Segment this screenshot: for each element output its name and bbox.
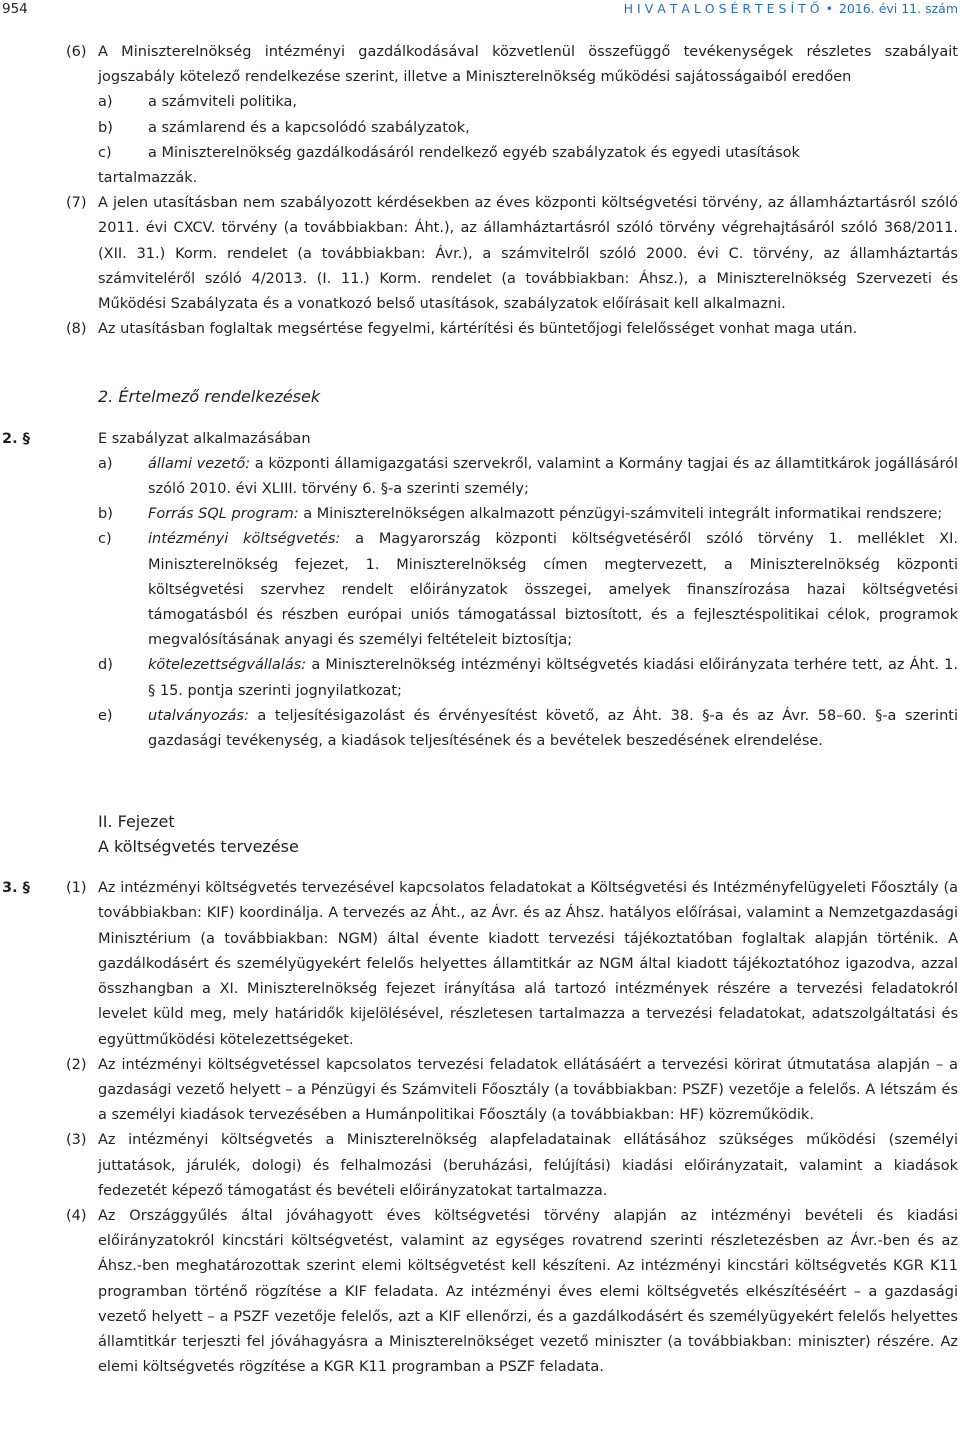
definition-text: a központi államigazgatási szervekről, valamint a Kormány tagjai és az államtitkárok jogállásáról szóló 2010. évi XLIII. törvény 6. §-a szerinti személy; — [148, 455, 958, 498]
list-label: c) — [98, 144, 112, 161]
list-item — [0, 141, 960, 166]
definition-item — [0, 502, 960, 527]
definition-item — [0, 452, 960, 502]
definition-term: intézményi költségvetés: — [148, 531, 341, 548]
paragraph-3-4 — [0, 1204, 960, 1380]
chapter-heading — [0, 809, 960, 859]
list-label: d) — [98, 657, 113, 674]
paragraph-text: Az intézményi költségvetés tervezésével kapcsolatos feladatokat a Költségvetési és Intézményfelügyeleti Főosztály (a továbbiakban: KIF) koordinálja. A tervezés az Áht., az Ávr. és az Áhsz. hatályos előírásai, valamint a Nemzetgazdasági Minisztérium (a továbbiakban: NGM) által évente kiadott tervezési tájékoztatóban foglaltak alapján történik. A gazdálkodásért és személyügyekért felelős helyettes államtitkár az NGM által kiadott tájékoztatóhoz igazodva, azzal összhangban a XI. Miniszterelnökség fejezet irányítása alá tartozó intézmények részére a tervezési feladatokról levelet küld meg, mely határidők kijelölésével, részletesen tartalmazza a tervezési feladatokat, adatszolgáltatási és együttműködési kötelezettségeket. — [98, 880, 958, 1048]
journal-heading — [624, 1, 958, 16]
page-header — [0, 0, 960, 26]
list-text: a számviteli politika, — [148, 94, 298, 111]
paragraph-number: (4) — [66, 1207, 87, 1224]
definition-term: utalványozás: — [148, 707, 249, 724]
paragraph-number: (2) — [66, 1056, 87, 1073]
list-label: c) — [98, 531, 112, 548]
paragraph-text: A Miniszterelnökség intézményi gazdálkodásával közvetlenül összefüggő tevékenységek részletes szabályait jogszabály kötelező rendelkezése szerint, illetve a Miniszterelnökség működési sajátosságaiból eredően — [98, 44, 958, 86]
paragraph-3-2 — [0, 1053, 960, 1129]
definition-item — [0, 527, 960, 653]
section-3 — [0, 876, 960, 1380]
separator-bullet: • — [825, 1, 833, 16]
section-2 — [0, 427, 960, 452]
document-body — [0, 40, 960, 1380]
list-label: a) — [98, 455, 113, 472]
journal-title: H I V A T A L O S É R T E S Í T Ő — [623, 1, 820, 16]
definition-term: kötelezettségvállalás: — [148, 657, 307, 674]
section-number: 3. § — [2, 880, 30, 897]
section-title: 2. Értelmező rendelkezések — [98, 387, 321, 407]
definition-text: a Magyarország központi költségvetéséről szóló törvény 1. melléklet XI. Miniszterelnökség fejezet, 1. Miniszterelnökség címen megtervezett, a Miniszterelnökség központi költségvetési szervhez rendelt előirányzatok összegei, amelyek finanszírozása hazai költségvetési támogatásból és részben európai uniós támogatással biztosított, és a fejlesztéspolitikai célok, programok megvalósításának anyagi és személyi feltételeit biztosítja; — [148, 531, 958, 649]
paragraph-number: (8) — [66, 321, 87, 338]
paragraph-3-1 — [0, 876, 960, 1052]
issue-label: 2016. évi 11. szám — [838, 1, 958, 16]
paragraph-6 — [0, 40, 960, 90]
paragraph-text: Az utasításban foglaltak megsértése fegyelmi, kártérítési és büntetőjogi felelősséget vonhat maga után. — [98, 321, 858, 338]
definition-item — [0, 704, 960, 754]
paragraph-number: (7) — [66, 195, 87, 212]
definition-text: a Miniszterelnökségen alkalmazott pénzügyi-számviteli integrált informatikai rendszere; — [298, 506, 943, 523]
list-label: b) — [98, 506, 113, 523]
section-number: 2. § — [2, 430, 30, 447]
definition-item — [0, 653, 960, 703]
definition-text: a Miniszterelnökség intézményi költségvetés kiadási előirányzata terhére tett, az Áht. 1. § 15. pontja szerinti jognyilatkozat; — [148, 657, 958, 699]
section-intro: E szabályzat alkalmazásában — [98, 430, 311, 447]
paragraph-text: Az Országgyűlés által jóváhagyott éves költségvetési törvény alapján az intézményi bevételi és kiadási előirányzatokról kincstári költségvetést, valamint az egységes rovatrend szerinti részletezésben az Ávr.-ben és az Áhsz.-ben meghatározottak szerint elemi költségvetést kell készíteni. Az intézményi kincstári költségvetés KGR K11 programban történő rögzítése a KIF feladata. Az intézményi éves elemi költségvetés elkészítéséért – a gazdasági vezető helyett – a PSZF vezetője felelős, azt a KIF ellenőrzi, és a gazdálkodásért és személyügyekért felelős helyettes államtitkár terjeszti fel jóváhagyásra a Miniszterelnökséget vezető miniszter (a továbbiakban: miniszter) részére. Az elemi költségvetés rögzítése a KGR K11 programban a PSZF feladata. — [98, 1207, 958, 1376]
list-item — [0, 90, 960, 115]
chapter-number: II. Fejezet — [98, 812, 175, 832]
chapter-title: A költségvetés tervezése — [98, 837, 299, 857]
definition-term: állami vezető: — [148, 455, 251, 472]
paragraph-text: A jelen utasításban nem szabályozott kérdésekben az éves központi költségvetési törvény, az államháztartásról szóló 2011. évi CXCV. törvény (a továbbiakban: Áht.), az államháztartásról szóló törvény végrehajtásáról szóló 368/2011. (XII. 31.) Korm. rendelet (a továbbiakban: Ávr.), a számvitelről szóló 2000. évi C. törvény, az államháztartás számviteléről szóló 4/2013. (I. 11.) Korm. rendelet (a továbbiakban: Áhsz.), a Miniszterelnökség Szervezeti és Működési Szabályzata és a vonatkozó belső utasítások, szabályzatok előírásait kell alkalmazni. — [98, 195, 958, 313]
list-text: a számlarend és a kapcsolódó szabályzatok, — [148, 119, 470, 136]
list-label: e) — [98, 707, 113, 724]
paragraph-tail: tartalmazzák. — [98, 170, 198, 187]
paragraph-number: (6) — [66, 44, 87, 60]
paragraph-number: (1) — [66, 880, 87, 897]
paragraph-3-3 — [0, 1128, 960, 1204]
definition-term: Forrás SQL program: — [148, 506, 299, 523]
list-label: a) — [98, 94, 113, 111]
paragraph-text: Az intézményi költségvetéssel kapcsolatos tervezési feladatok ellátásáért a tervezési körirat útmutatása alapján – a gazdasági vezető helyett – a Pénzügyi és Számviteli Főosztály (a továbbiakban: PSZF) vezetője a felelős. A létszám és a személyi kiadások tervezésében a Humánpolitikai Főosztály (a továbbiakban: HF) közreműködik. — [98, 1056, 958, 1124]
page-number: 954 — [2, 1, 28, 17]
paragraph-number: (3) — [66, 1132, 87, 1149]
list-item — [0, 116, 960, 141]
paragraph-7 — [0, 191, 960, 317]
definition-text: a teljesítésigazolást és érvényesítést követő, az Áht. 38. §-a és az Ávr. 58–60. §-a szerinti gazdasági tevékenység, a kiadások teljesítésének és a bevételek beszedésének elrendelése. — [148, 707, 958, 750]
paragraph-8 — [0, 317, 960, 342]
list-text: a Miniszterelnökség gazdálkodásáról rendelkező egyéb szabályzatok és egyedi utasítások — [148, 144, 800, 161]
paragraph-text: Az intézményi költségvetés a Miniszterelnökség alapfeladatainak ellátásához szükséges működési (személyi juttatások, járulék, dologi) és felhalmozási (beruházási, felújítási) kiadási előirányzatait, valamint a kiadások fedezetét képező támogatást és bevételi előirányzatokat tartalmazza. — [98, 1132, 958, 1199]
list-label: b) — [98, 119, 113, 136]
